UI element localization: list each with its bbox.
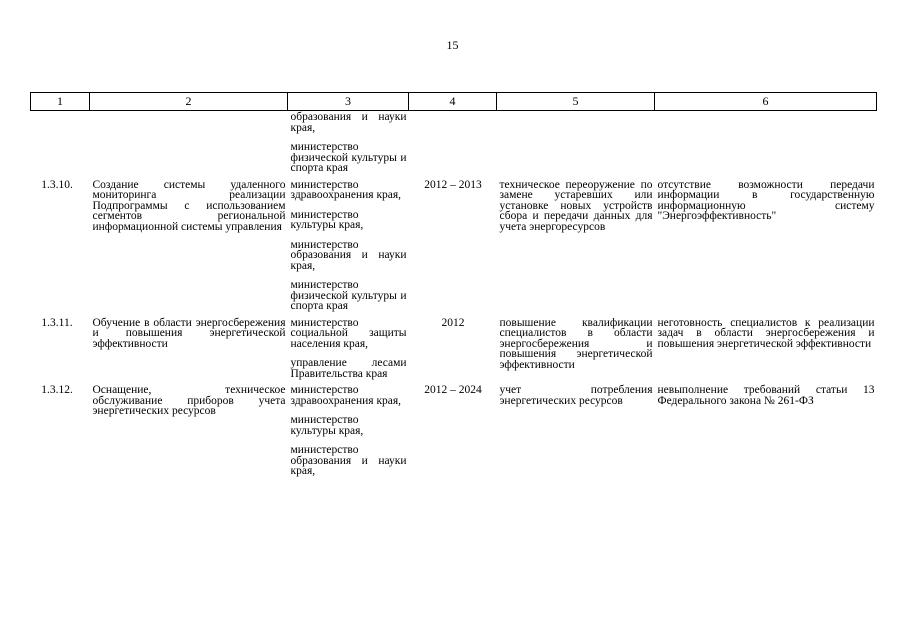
executor-text: министерство социальной защиты населения края, [290, 316, 407, 350]
executors-cell [288, 111, 409, 176]
table-row [31, 176, 877, 314]
executor-text: министерство образования и науки края, [290, 444, 407, 477]
table-row [31, 314, 877, 382]
executor-text: министерство здравоохранения края, [290, 178, 402, 201]
executor-text: образования и науки края, [290, 111, 407, 134]
result-text: повышение квалификации специалистов в области энергосбережения и повышения энергетической эффективности [499, 316, 653, 371]
column-header: 3 [288, 93, 409, 111]
column-header: 2 [90, 93, 288, 111]
executor-text: управление лесами Правительства края [290, 357, 407, 380]
column-header: 4 [409, 93, 497, 111]
years-text: 2012 [441, 316, 465, 329]
consequences-text: отсутствие возможности передачи информации в государственную информационную систему "Энергоэффективность" [657, 178, 875, 222]
table-row [31, 381, 877, 479]
measure-text: Обучение в области энергосбережения и повышения энергетической эффективности [92, 316, 286, 350]
executor-text: министерство физической культуры и спорта края [290, 279, 407, 312]
executor-text: министерство образования и науки края, [290, 238, 407, 272]
measure-text: Создание системы удаленного мониторинга реализации Подпрограммы с использованием сегментов региональной информационной системы управления [92, 178, 286, 233]
column-header: 6 [655, 93, 877, 111]
result-text: учет потребления энергетических ресурсов [499, 384, 653, 407]
executor-text: министерство физической культуры и спорта края [290, 141, 407, 174]
measure-number: 1.3.12. [41, 384, 73, 396]
column-header: 5 [497, 93, 655, 111]
executors-cell [288, 381, 409, 479]
executor-text: министерство здравоохранения края, [290, 384, 402, 407]
header-row [31, 93, 877, 111]
continuation-row [31, 111, 877, 176]
years-text: 2012 – 2024 [424, 384, 482, 396]
executors-cell [288, 314, 409, 382]
consequences-text: невыполнение требований статьи 13 Федерального закона № 261-ФЗ [657, 384, 875, 407]
executor-text: министерство культуры края, [290, 208, 364, 231]
measure-number: 1.3.10. [41, 178, 73, 191]
years-text: 2012 – 2013 [424, 178, 482, 191]
column-header: 1 [31, 93, 90, 111]
measures-table [30, 92, 877, 479]
executors-cell [288, 176, 409, 314]
executor-text: министерство культуры края, [290, 414, 364, 437]
page-number: 15 [446, 38, 459, 52]
measure-number: 1.3.11. [41, 316, 73, 329]
result-text: техническое переоружение по замене устаревших или установке новых устройств сбора и передачи данных для учета энергоресурсов [499, 178, 653, 233]
measure-text: Оснащение, техническое обслуживание приборов учета энергетических ресурсов [92, 384, 286, 417]
consequences-text: неготовность специалистов к реализации задач в области энергосбережения и повышения энергетической эффективности [657, 316, 875, 350]
